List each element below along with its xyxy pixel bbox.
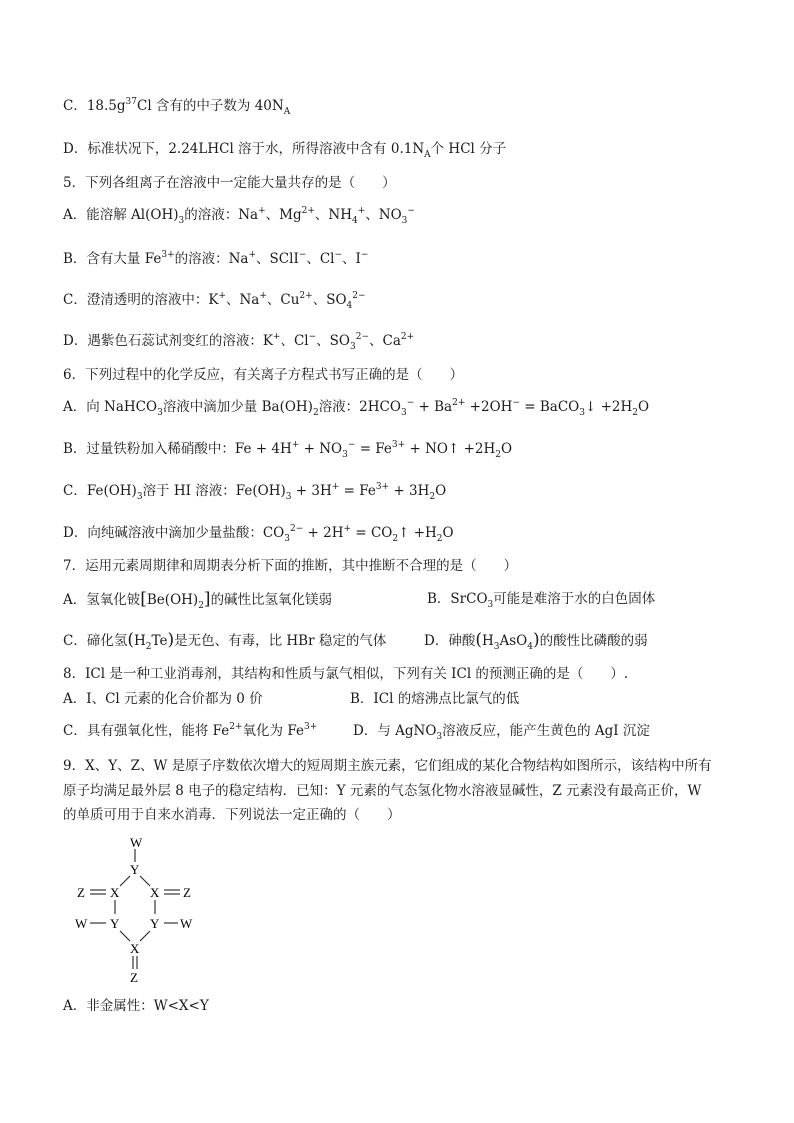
- question-8: 8．ICl 是一种工业消毒剂，其结构和性质与氯气相似，下列有关 ICl 的预测正确的是（ ）.: [63, 666, 629, 682]
- q9-option-a: A．非金属性：W<X<Y: [63, 998, 209, 1014]
- question-5: 5．下列各组离子在溶液中一定能大量共存的是（ ）: [63, 175, 396, 191]
- q7-option-b: B．SrCO$_3$可能是难溶于水的白色固体: [427, 591, 656, 610]
- atom-x-left: X: [110, 885, 120, 900]
- atom-w-left: W: [75, 916, 88, 931]
- atom-x-right: X: [150, 885, 160, 900]
- atom-w-top: W: [130, 835, 143, 850]
- q5-option-b: B．含有大量 $Fe^{3+}$的溶液：Na+、SClI−、Cl−、I−: [63, 250, 369, 267]
- q5-option-d: D．遇紫色石蕊试剂变红的溶液：K+、Cl−、$SO_3^{2-}$、$Ca^{2+}$: [63, 332, 415, 352]
- q6-option-d: D．向纯碱溶液中滴加少量盐酸：$CO_3^{2-} + 2H^+$ = $CO_2↑ +H_2O$: [63, 524, 454, 544]
- question-9-line-2: 原子均满足最外层 8 电子的稳定结构．已知：Y 元素的气态氢化物水溶液显碱性，Z 元素没有最高正价，W: [63, 783, 702, 799]
- q6-option-a: A．向 NaHCO$_3$溶液中滴加少量 $Ba(OH)_2$溶液：$2HCO_3^- + Ba^{2+} +2OH^-$ = BaCO$_3$↓ $+2H_2O$: [63, 398, 650, 418]
- molecule-structure-diagram: [70, 834, 210, 986]
- option-c-prev: C．$18.5g^{37}Cl$ 含有的中子数为 $40N_A$: [63, 97, 291, 117]
- atom-w-right: W: [180, 916, 193, 931]
- q8-option-c: C．具有强氧化性，能将 $Fe^{2+}$氧化为 $Fe^{3+}$: [63, 722, 318, 739]
- q5-option-a: A．能溶解 $Al(OH)_3$的溶液：Na+、$Mg^{2+}$、$NH_4^+$、$NO_3^-$: [63, 206, 415, 226]
- q5-option-c: C．澄清透明的溶液中：K+、Na+、$Cu^{2+}$、$SO_4^{2-}$: [63, 291, 366, 311]
- atom-x-bottom: X: [130, 941, 140, 956]
- q7-option-d: D．砷酸$(H_3AsO_4)$的酸性比磷酸的弱: [424, 630, 648, 652]
- atom-y-right: Y: [150, 916, 160, 931]
- atom-z-left: Z: [77, 885, 85, 900]
- question-9-line-3: 的单质可用于自来水消毒．下列说法一定正确的（ ）: [63, 807, 401, 823]
- q7-option-c: C．碲化氢$(H_2Te)$是无色、有毒，比 HBr 稳定的气体: [63, 630, 387, 652]
- q8-option-d: D．与 AgNO$_3$溶液反应，能产生黄色的 AgI 沉淀: [353, 723, 650, 742]
- atom-z-right: Z: [183, 885, 191, 900]
- atom-y-left: Y: [110, 916, 120, 931]
- q6-option-c: C．$Fe(OH)_3$溶于 HI 溶液：$Fe(OH)_3 + 3H^+ = Fe^{3+} + 3H_2O$: [63, 482, 447, 502]
- question-9-line-1: 9．X、Y、Z、W 是原子序数依次增大的短周期主族元素，它们组成的某化合物结构如图所示，该结构中所有: [63, 758, 712, 774]
- q8-option-b: B．ICl 的熔沸点比氯气的低: [350, 691, 520, 707]
- question-7: 7．运用元素周期律和周期表分析下面的推断，其中推断不合理的是（ ）: [63, 558, 518, 574]
- q6-option-b: B．过量铁粉加入稀硝酸中：$Fe + 4H^+ + NO_3^- = Fe^{3+}$ + NO↑ $+2H_2O$: [63, 440, 513, 460]
- atom-z-bottom: Z: [130, 970, 138, 985]
- q7-option-a: A．氢氧化铍$[Be(OH)_2]$的碱性比氢氧化镁弱: [63, 589, 333, 611]
- atom-y-top: Y: [130, 862, 140, 877]
- option-d-prev: D．标准状况下，2.24LHCl 溶于水，所得溶液中含有 $0.1N_A$个 HCl 分子: [63, 141, 507, 160]
- question-6: 6．下列过程中的化学反应，有关离子方程式书写正确的是（ ）: [63, 367, 464, 383]
- q8-option-a: A．I、Cl 元素的化合价都为 0 价: [63, 691, 263, 707]
